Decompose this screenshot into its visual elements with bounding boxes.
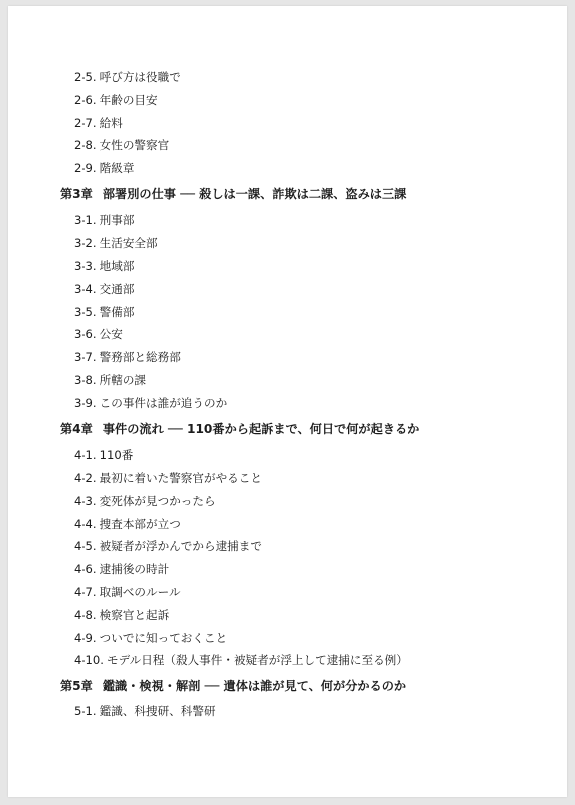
toc-entry-number: 4-10.	[74, 653, 104, 668]
toc-entry-number: 2-6.	[74, 92, 97, 107]
toc-entry[interactable]	[60, 558, 540, 581]
toc-entry[interactable]	[60, 301, 540, 324]
toc-entry[interactable]	[60, 232, 540, 255]
toc-entry-title: 警備部	[99, 304, 135, 319]
toc-entry-title: 被疑者が浮かんでから逮捕まで	[99, 539, 262, 554]
toc-entry-title: 検察官と起訴	[99, 607, 170, 622]
toc-entry-number: 3-4.	[74, 281, 97, 296]
toc-entry-title: 鑑識、科捜研、科警研	[99, 704, 216, 719]
toc-entry[interactable]	[60, 392, 540, 415]
toc-entry-title: 生活安全部	[99, 236, 158, 251]
toc-chapter-title: 事件の流れ ── 110番から起訴まで、何日で何が起きるか	[102, 421, 420, 436]
toc-entry[interactable]	[60, 157, 540, 180]
toc-entry[interactable]	[60, 66, 540, 89]
toc-entry[interactable]	[60, 490, 540, 513]
toc-entry[interactable]	[60, 209, 540, 232]
toc-entry-number: 2-9.	[74, 161, 97, 176]
toc-entry[interactable]	[60, 444, 540, 467]
toc-entry-number: 3-7.	[74, 350, 97, 365]
toc-entry-number: 3-5.	[74, 304, 97, 319]
toc-entry-title: 階級章	[99, 161, 135, 176]
toc-entry-number: 4-9.	[74, 630, 97, 645]
toc-entry-title: 最初に着いた警察官がやること	[99, 470, 262, 485]
toc-chapter-heading[interactable]	[60, 415, 540, 445]
toc-entry[interactable]	[60, 535, 540, 558]
toc-entry[interactable]	[60, 581, 540, 604]
toc-entry-number: 2-7.	[74, 115, 97, 130]
document-page	[8, 6, 567, 797]
toc-entry[interactable]	[60, 700, 540, 723]
toc-entry-title: この事件は誰が追うのか	[99, 395, 228, 410]
toc-entry[interactable]	[60, 627, 540, 650]
toc-entry[interactable]	[60, 323, 540, 346]
toc-entry-title: 地域部	[99, 259, 135, 274]
toc-entry-number: 2-5.	[74, 70, 97, 84]
toc-entry-number: 3-9.	[74, 395, 97, 410]
toc-entry-number: 5-1.	[74, 704, 97, 719]
table-of-contents	[60, 66, 540, 723]
toc-entry[interactable]	[60, 369, 540, 392]
toc-entry[interactable]	[60, 134, 540, 157]
toc-entry-number: 3-8.	[74, 373, 97, 388]
toc-entry-number: 4-3.	[74, 493, 97, 508]
toc-entry-number: 4-5.	[74, 539, 97, 554]
toc-entry-title: 給料	[99, 115, 123, 130]
toc-chapter-title: 部署別の仕事 ── 殺しは一課、詐欺は二課、盗みは三課	[102, 186, 407, 201]
toc-chapter-heading[interactable]	[60, 672, 540, 700]
toc-entry[interactable]	[60, 255, 540, 278]
toc-entry-number: 3-6.	[74, 327, 97, 342]
toc-entry-title: 刑事部	[99, 213, 135, 228]
toc-entry-number: 4-2.	[74, 470, 97, 485]
toc-entry-number: 3-1.	[74, 213, 97, 228]
toc-entry-number: 4-4.	[74, 516, 97, 531]
toc-chapter-number: 第3章	[60, 186, 93, 201]
toc-entry-title: 110番	[99, 448, 134, 463]
toc-chapter-number: 第4章	[60, 421, 93, 436]
toc-entry[interactable]	[60, 278, 540, 301]
toc-entry-number: 4-8.	[74, 607, 97, 622]
toc-entry[interactable]	[60, 467, 540, 490]
toc-entry-title: 年齢の目安	[99, 92, 158, 107]
toc-entry-title: モデル日程（殺人事件・被疑者が浮上して逮捕に至る例）	[107, 653, 408, 668]
toc-entry[interactable]	[60, 89, 540, 112]
toc-entry-number: 3-3.	[74, 259, 97, 274]
toc-entry[interactable]	[60, 112, 540, 135]
toc-entry-title: 捜査本部が立つ	[99, 516, 181, 531]
toc-entry[interactable]	[60, 604, 540, 627]
toc-entry-title: 所轄の課	[99, 373, 147, 388]
toc-entry-title: 変死体が見つかったら	[99, 493, 216, 508]
toc-entry-title: 呼び方は役職で	[99, 70, 181, 84]
toc-entry-number: 4-7.	[74, 584, 97, 599]
toc-entry-number: 2-8.	[74, 138, 97, 153]
toc-entry-title: 女性の警察官	[99, 138, 170, 153]
toc-entry-title: 交通部	[99, 281, 135, 296]
toc-entry-title: 公安	[99, 327, 123, 342]
toc-entry-title: 取調べのルール	[99, 584, 181, 599]
toc-entry-number: 4-1.	[74, 448, 97, 463]
toc-entry-title: 警務部と総務部	[99, 350, 181, 365]
toc-entry-number: 4-6.	[74, 562, 97, 577]
toc-entry-number: 3-2.	[74, 236, 97, 251]
toc-entry[interactable]	[60, 346, 540, 369]
toc-entry[interactable]	[60, 513, 540, 536]
toc-chapter-title: 鑑識・検視・解剖 ── 遺体は誰が見て、何が分かるのか	[102, 679, 407, 694]
toc-entry-title: 逮捕後の時計	[99, 562, 170, 577]
toc-chapter-heading[interactable]	[60, 180, 540, 210]
toc-entry-title: ついでに知っておくこと	[99, 630, 228, 645]
toc-entry[interactable]	[60, 649, 540, 672]
toc-chapter-number: 第5章	[60, 679, 93, 694]
